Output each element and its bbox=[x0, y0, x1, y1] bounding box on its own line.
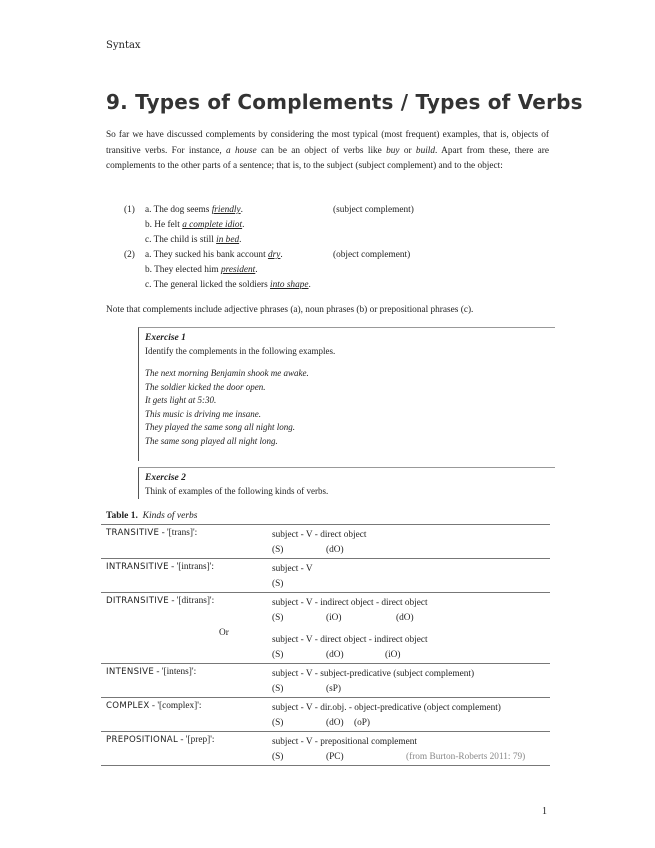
exercise-sentence: They played the same song all night long. bbox=[145, 422, 295, 433]
verb-pattern: subject - V (S) bbox=[272, 564, 313, 589]
example-sentence: c. The child is still in bed. bbox=[145, 235, 242, 245]
table-row bbox=[101, 525, 550, 559]
verb-type-label: PREPOSITIONAL - '[prep]': bbox=[106, 735, 215, 745]
verb-pattern: subject - V - dir.obj. - object-predicative (object complement) (S) (dO) (oP) bbox=[272, 703, 501, 728]
example-number: (1) bbox=[124, 205, 135, 215]
verb-type-label: INTRANSITIVE - '[intrans]': bbox=[106, 562, 215, 572]
table-row bbox=[101, 593, 550, 664]
exercise-2-box bbox=[138, 467, 555, 499]
verb-pattern: subject - V - indirect object - direct object (S) (iO) (dO) subject - V - direct object - indirect object (S) (dO) (iO) bbox=[272, 598, 428, 660]
exercise-sentence: The next morning Benjamin shook me awake. bbox=[145, 368, 309, 378]
verb-type-label: COMPLEX - '[complex]': bbox=[106, 701, 202, 711]
page-number: 1 bbox=[542, 806, 547, 817]
table-row bbox=[101, 732, 550, 766]
exercise-description: Identify the complements in the following examples. bbox=[145, 346, 336, 356]
exercise-sentence: The same song played all night long. bbox=[145, 435, 278, 446]
example-sentence: b. He felt a complete idiot. bbox=[145, 220, 245, 230]
verb-types-table bbox=[101, 524, 550, 766]
table-row bbox=[101, 664, 550, 698]
exercise-sentence: This music is driving me insane. bbox=[145, 408, 261, 419]
example-sentence: a. The dog seems friendly. bbox=[145, 205, 243, 215]
exercise-sentence: The soldier kicked the door open. bbox=[145, 381, 266, 392]
example-sentence: a. They sucked his bank account dry. bbox=[145, 250, 283, 260]
table-caption: Table 1. Kinds of verbs bbox=[106, 511, 198, 521]
verb-type-label: DITRANSITIVE - '[ditrans]': Or bbox=[101, 593, 272, 664]
note-paragraph: Note that complements include adjective phrases (a), noun phrases (b) or prepositional phrases (c). bbox=[106, 305, 474, 315]
exercise-sentence: It gets light at 5:30. bbox=[145, 395, 217, 406]
verb-type-label: TRANSITIVE - '[trans]': bbox=[106, 528, 198, 538]
example-number: (2) bbox=[124, 250, 135, 260]
running-header: Syntax bbox=[106, 40, 141, 51]
exercise-title: Exercise 1 bbox=[145, 333, 186, 343]
verb-pattern: subject - V - direct object (S) (dO) bbox=[272, 530, 367, 555]
verb-type-label: INTENSIVE - '[intens]': bbox=[106, 667, 197, 677]
example-label: (subject complement) bbox=[333, 205, 414, 215]
verb-pattern: subject - V - prepositional complement (S) (PC) (from Burton-Roberts 2011: 79) bbox=[272, 732, 550, 766]
table-row bbox=[101, 559, 550, 593]
exercise-title: Exercise 2 bbox=[145, 473, 186, 483]
exercise-1-box bbox=[138, 327, 555, 461]
table-source: (from Burton-Roberts 2011: 79) bbox=[406, 752, 526, 762]
example-sentence: b. They elected him president. bbox=[145, 265, 258, 275]
exercise-description: Think of examples of the following kinds of verbs. bbox=[145, 486, 329, 496]
example-label: (object complement) bbox=[333, 250, 411, 260]
page-title: 9. Types of Complements / Types of Verbs bbox=[106, 90, 583, 114]
verb-pattern: subject - V - subject-predicative (subject complement) (S) (sP) bbox=[272, 669, 475, 694]
table-row bbox=[101, 698, 550, 732]
or-label: Or bbox=[219, 628, 229, 638]
example-sentence: c. The general licked the soldiers into shape. bbox=[145, 280, 311, 290]
intro-paragraph: So far we have discussed complements by considering the most typical (most frequent) examples, that is, objects of transitive verbs. For instance, a house can be an object of verbs like buy or build. Apart from these, there are complements to the other parts of a sentence; that is, to the subject (subject complement) and to the object: bbox=[106, 130, 549, 171]
